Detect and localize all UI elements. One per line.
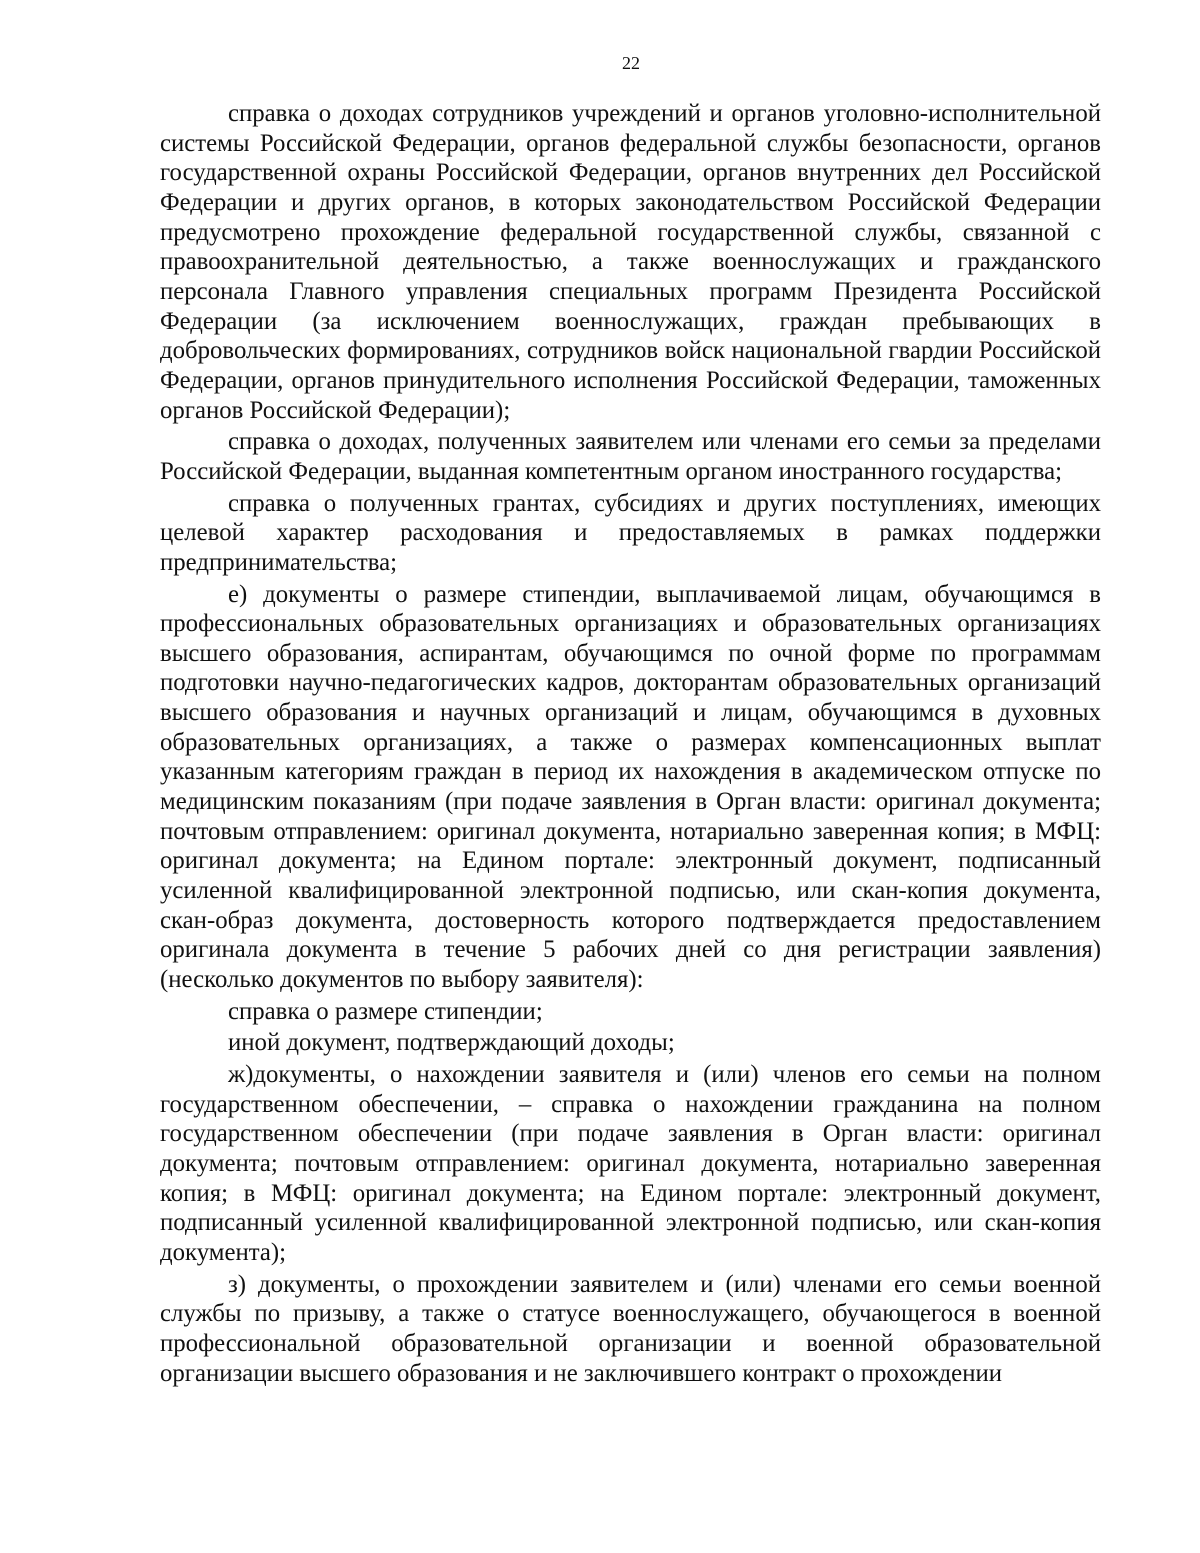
paragraph-item-zh-state-support-documents: ж)документы, о нахождении заявителя и (или) членов его семьи на полном государственном обеспечении, – справка о нахождении гражданина на полном государственном обеспечении (при подаче заявления в Орган власти: оригинал документа; почтовым отправлением: оригинал документа, нотариально заверенная копия; в МФЦ: оригинал документа; на Едином портале: электронный документ, подписанный усиленной квалифицированной электронной подписью, или скан-копия документа);	[160, 1061, 1101, 1266]
paragraph-scholarship-certificate: справка о размере стипендии;	[228, 997, 543, 1025]
paragraph-income-certificate-law-enforcement: справка о доходах сотрудников учреждений и органов уголовно-исполнительной системы Российской Федерации, органов федеральной службы безопасности, органов государственной охраны Российской Федерации, органов внутренних дел Российской Федерации и других органов, в которых законодательством Российской Федерации предусмотрено прохождение федеральной государственной службы, связанной с правоохранительной деятельностью, а также военнослужащих и гражданского персонала Главного управления специальных программ Президента Российской Федерации (за исключением военнослужащих, граждан пребывающих в добровольческих формированиях, сотрудников войск национальной гвардии Российской Федерации, органов принудительного исполнения Российской Федерации, таможенных органов Российской Федерации);	[160, 100, 1101, 424]
paragraph-item-z-military-service-documents: з) документы, о прохождении заявителем и (или) членами его семьи военной службы по призыву, а также о статусе военнослужащего, обучающегося в военной профессиональной образовательной организации и военной образовательной организации высшего образования и не заключившего контракт о прохождении	[160, 1270, 1101, 1387]
paragraph-item-e-scholarship-documents: е) документы о размере стипендии, выплачиваемой лицам, обучающимся в профессиональных образовательных организациях и образовательных организациях высшего образования, аспирантам, обучающимся по очной форме по программам подготовки научно-педагогических кадров, докторантам образовательных организаций высшего образования и научных организаций и лицам, обучающимся в духовных образовательных организациях, а также о размерах компенсационных выплат указанным категориям граждан в период их нахождения в академическом отпуске по медицинским показаниям (при подаче заявления в Орган власти: оригинал документа; почтовым отправлением: оригинал документа, нотариально заверенная копия; в МФЦ: оригинал документа; на Едином портале: электронный документ, подписанный усиленной квалифицированной электронной подписью, или скан-копия документа, скан-образ документа, достоверность которого подтверждается предоставлением оригинала документа в течение 5 рабочих дней со дня регистрации заявления) (несколько документов по выбору заявителя):	[160, 580, 1101, 994]
paragraph-grants-certificate: справка о полученных грантах, субсидиях и других поступлениях, имеющих целевой характер расходования и предоставляемых в рамках поддержки предпринимательства;	[160, 489, 1101, 576]
document-body	[160, 99, 1101, 1388]
page-number: 22	[622, 53, 640, 73]
paragraph-other-income-document: иной документ, подтверждающий доходы;	[228, 1029, 675, 1057]
paragraph-income-certificate-abroad: справка о доходах, полученных заявителем или членами его семьи за пределами Российской Федерации, выданная компетентным органом иностранного государства;	[160, 428, 1101, 485]
